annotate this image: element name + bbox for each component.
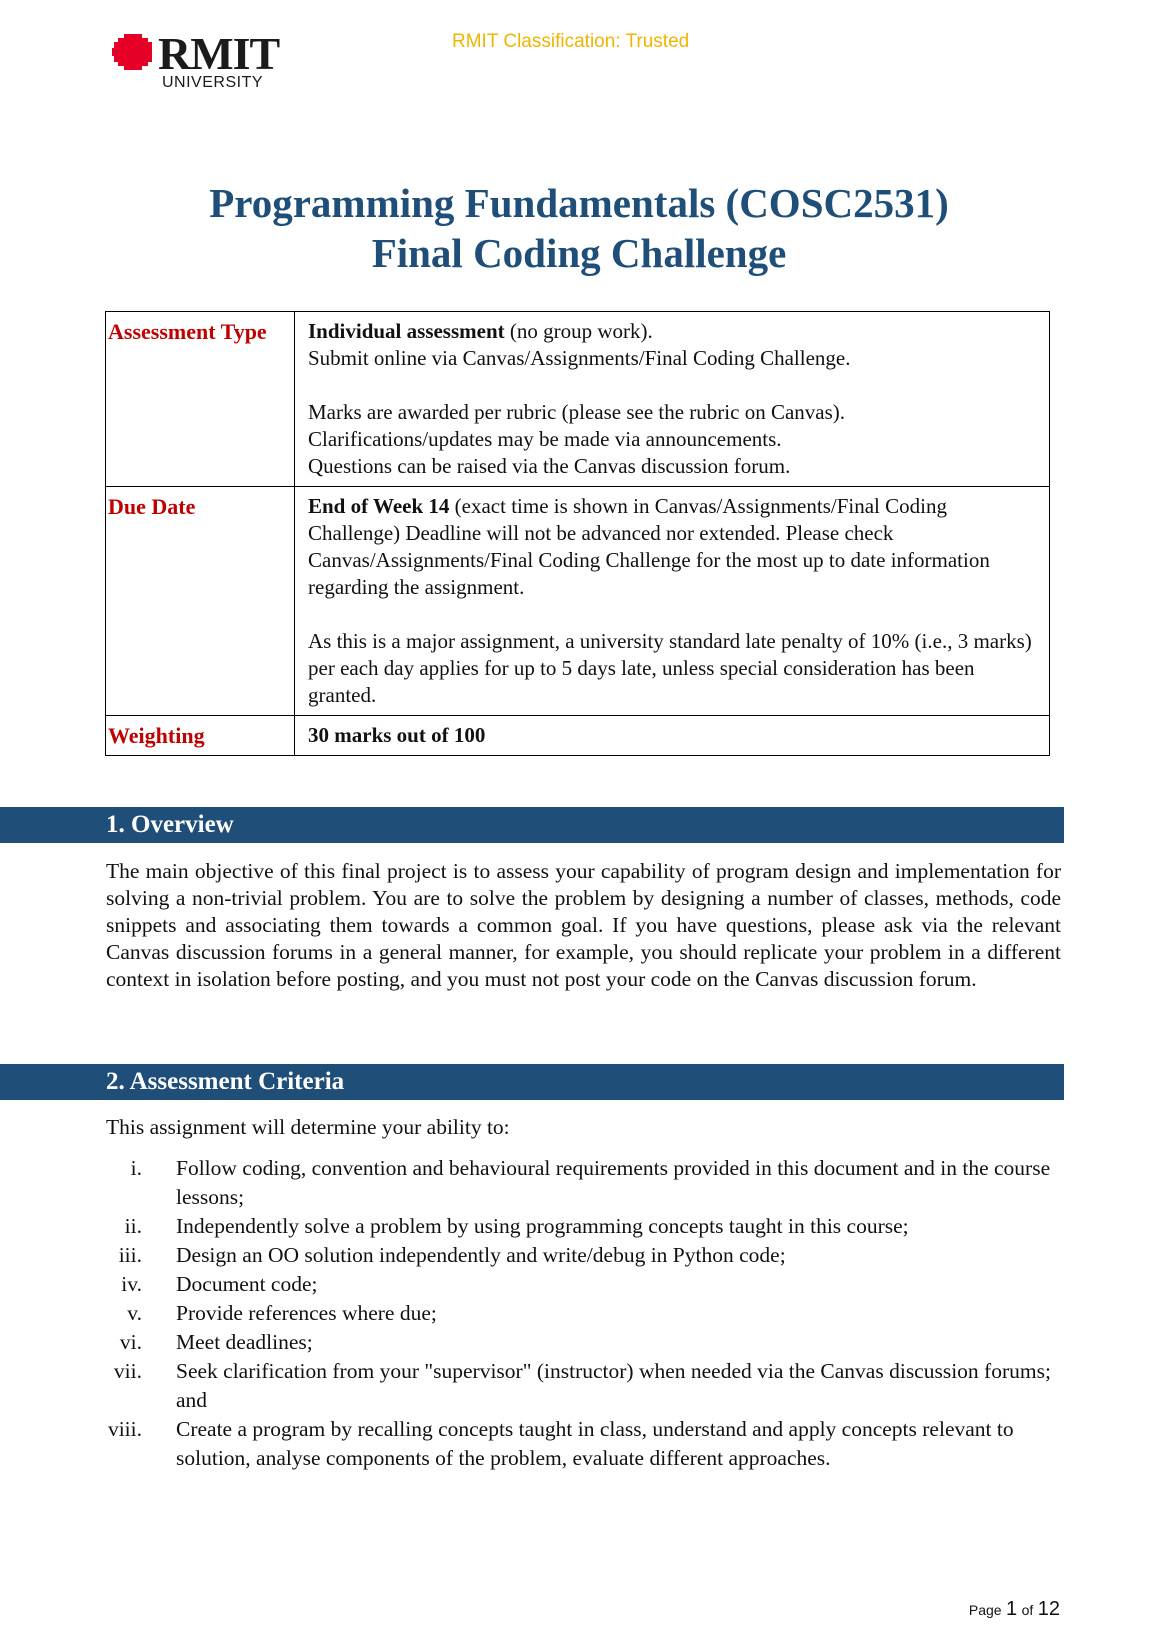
list-item [106, 1241, 1066, 1270]
list-item [106, 1212, 1066, 1241]
list-item-text: Provide references where due; [176, 1301, 437, 1325]
list-item [106, 1328, 1066, 1357]
list-item [106, 1270, 1066, 1299]
list-item-text: Independently solve a problem by using programming concepts taught in this course; [176, 1214, 909, 1238]
list-item-number: ii. [124, 1214, 142, 1238]
list-item-text: Meet deadlines; [176, 1330, 313, 1354]
list-item-number: viii. [107, 1417, 142, 1441]
list-item [106, 1154, 1066, 1212]
classification-label: RMIT Classification: Trusted [452, 31, 690, 52]
list-item-number: iii. [118, 1243, 142, 1267]
due-date-bold: End of Week 14 [308, 494, 450, 518]
assessment-type-line [308, 318, 1037, 345]
criteria-list [106, 1154, 1066, 1473]
assessment-type-note-1: Marks are awarded per rubric (please see the rubric on Canvas). [308, 400, 846, 424]
list-item-text: Create a program by recalling concepts taught in class, understand and apply concepts relevant to solution, analyse components of the problem, evaluate different approaches. [176, 1417, 1014, 1470]
assessment-table [105, 311, 1050, 756]
table-row [106, 487, 1050, 716]
list-item-text: Follow coding, convention and behavioural requirements provided in this document and in the course lessons; [176, 1156, 1051, 1209]
table-row [106, 716, 1050, 756]
assessment-type-rest: (no group work). [504, 319, 653, 343]
overview-text: The main objective of this final project is to assess your capability of program design and implementation for solving a non-trivial problem. You are to solve the problem by designing a number of classes, methods, code snippets and associating them towards a common goal. If you have questions, please ask via the relevant Canvas discussion forums in a general manner, for example, you should replicate your problem in a different context in isolation before posting, and you must not post your code on the Canvas discussion forum. [106, 859, 1061, 991]
assessment-type-note-2: Clarifications/updates may be made via announcements. [308, 427, 782, 451]
assessment-type-note-3: Questions can be raised via the Canvas discussion forum. [308, 454, 791, 478]
due-date-rest: (exact time is shown in Canvas/Assignments/Final Coding Challenge) Deadline will not be advanced nor extended. Please check Canvas/Assignments/Final Coding Challenge for the most up to date information regarding the assignment. [308, 494, 990, 599]
assessment-type-value [295, 312, 1050, 487]
list-item-text: Design an OO solution independently and write/debug in Python code; [176, 1243, 786, 1267]
weighting-value [295, 716, 1050, 756]
list-item [106, 1357, 1066, 1415]
due-date-label: Due Date [106, 487, 295, 716]
of-word: of [1021, 1602, 1034, 1618]
list-item-text: Document code; [176, 1272, 318, 1296]
document-title [0, 178, 1158, 278]
title-line-2: Final Coding Challenge [371, 230, 787, 276]
list-item-number: v. [127, 1301, 142, 1325]
rmit-pixel-logo-icon [112, 32, 152, 72]
list-item-number: iv. [121, 1272, 142, 1296]
late-penalty-text: As this is a major assignment, a university standard late penalty of 10% (i.e., 3 marks) per each day applies for up to 5 days late, unless special consideration has been granted. [308, 629, 1032, 707]
assessment-type-bold: Individual assessment [308, 319, 505, 343]
title-line-1: Programming Fundamentals (COSC2531) [209, 180, 949, 226]
page-current: 1 [1006, 1598, 1018, 1620]
logo-name: RMIT [158, 28, 280, 79]
weighting-label: Weighting [106, 716, 295, 756]
list-item-text: Seek clarification from your "supervisor" (instructor) when needed via the Canvas discussion forums; and [176, 1359, 1051, 1412]
list-item-number: vi. [119, 1330, 142, 1354]
due-date-value [295, 487, 1050, 716]
assessment-type-line-2: Submit online via Canvas/Assignments/Final Coding Challenge. [308, 346, 851, 370]
list-item [106, 1299, 1066, 1328]
section-heading-criteria: 2. Assessment Criteria [0, 1064, 1064, 1100]
section-heading-overview: 1. Overview [0, 807, 1064, 843]
assessment-type-label: Assessment Type [106, 312, 295, 487]
page-number [969, 1598, 1060, 1621]
page-word: Page [968, 1602, 1002, 1618]
list-item-number: vii. [113, 1359, 142, 1383]
list-item [106, 1415, 1066, 1473]
logo-subtitle: UNIVERSITY [162, 74, 264, 91]
weighting-bold: 30 marks out of 100 [308, 723, 486, 747]
due-date-text [308, 493, 1037, 601]
list-item-number: i. [130, 1156, 142, 1180]
criteria-intro: This assignment will determine your ability to: [106, 1115, 510, 1139]
page-total: 12 [1037, 1598, 1060, 1620]
rmit-logo [112, 30, 282, 94]
table-row [106, 312, 1050, 487]
